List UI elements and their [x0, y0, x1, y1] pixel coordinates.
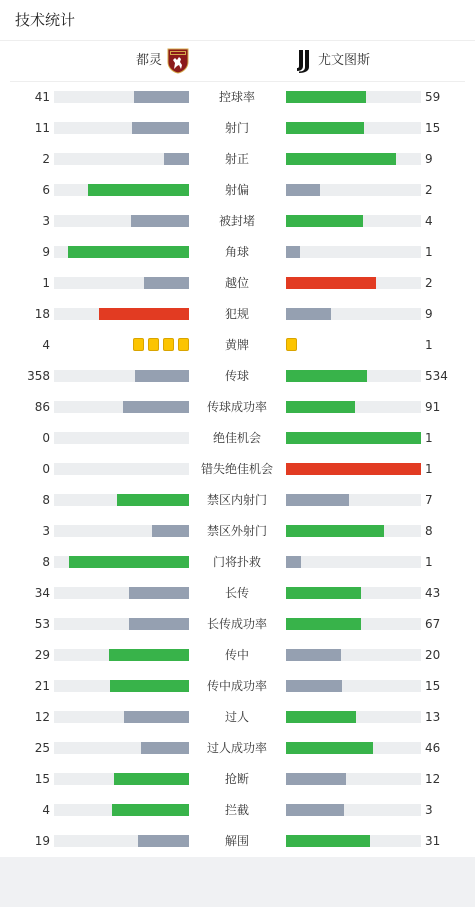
- away-bar-track: [286, 308, 421, 320]
- away-value: 1: [425, 462, 433, 476]
- stat-row: [0, 516, 475, 547]
- home-value: 25: [34, 741, 50, 755]
- home-bar: [135, 370, 189, 382]
- home-yellow-cards: [129, 338, 189, 352]
- away-value: 46: [425, 741, 441, 755]
- stat-row: [0, 175, 475, 206]
- stat-row: [0, 237, 475, 268]
- away-bar: [286, 742, 373, 754]
- away-bar-track: [286, 463, 421, 475]
- home-bar-track: [54, 587, 189, 599]
- stat-label: 抢断: [224, 772, 249, 786]
- stat-label: 门将扑救: [212, 555, 261, 569]
- home-value: 41: [34, 90, 50, 104]
- away-bar: [286, 246, 300, 258]
- stat-label: 越位: [224, 276, 249, 290]
- yellow-card-icon: [178, 338, 189, 351]
- away-bar: [286, 711, 356, 723]
- away-bar: [286, 308, 331, 320]
- away-bar: [286, 277, 376, 289]
- home-bar-track: [54, 401, 189, 413]
- away-bar: [286, 215, 363, 227]
- home-bar-track: [54, 463, 189, 475]
- stat-label: 射门: [224, 121, 249, 135]
- away-bar-track: [286, 525, 421, 537]
- stat-label: 长传成功率: [206, 617, 267, 631]
- away-bar-track: [286, 277, 421, 289]
- away-bar: [286, 91, 366, 103]
- away-bar: [286, 401, 355, 413]
- home-bar: [109, 649, 189, 661]
- away-bar-track: [286, 370, 421, 382]
- stat-row: [0, 733, 475, 764]
- home-bar: [129, 618, 189, 630]
- away-team-name: 尤文图斯: [318, 53, 371, 68]
- stat-label: 解围: [224, 834, 249, 848]
- away-bar-track: [286, 711, 421, 723]
- section-title: 技术统计: [15, 11, 76, 29]
- away-bar-track: [286, 773, 421, 785]
- away-bar: [286, 835, 370, 847]
- stat-row: [0, 547, 475, 578]
- stat-label: 传中成功率: [206, 679, 267, 693]
- home-bar-track: [54, 773, 189, 785]
- home-bar: [141, 742, 189, 754]
- stat-label: 传球: [224, 369, 249, 383]
- stat-label: 射正: [224, 152, 249, 166]
- away-bar-track: [286, 804, 421, 816]
- away-bar: [286, 432, 421, 444]
- stat-row: [0, 826, 475, 857]
- home-bar-track: [54, 835, 189, 847]
- home-bar: [88, 184, 189, 196]
- away-yellow-cards: [286, 338, 301, 352]
- away-bar-track: [286, 246, 421, 258]
- home-value: 4: [42, 803, 50, 817]
- home-value: 86: [34, 400, 50, 414]
- home-bar-track: [54, 122, 189, 134]
- home-bar-track: [54, 649, 189, 661]
- stat-label: 传球成功率: [206, 400, 267, 414]
- away-bar: [286, 804, 344, 816]
- home-value: 19: [34, 834, 50, 848]
- away-value: 15: [425, 679, 441, 693]
- stat-row: [0, 764, 475, 795]
- away-value: 1: [425, 431, 433, 445]
- home-bar-track: [54, 804, 189, 816]
- home-bar-track: [54, 91, 189, 103]
- home-bar-track: [54, 618, 189, 630]
- away-bar: [286, 680, 342, 692]
- home-bar: [131, 215, 189, 227]
- home-value: 6: [42, 183, 50, 197]
- yellow-card-icon: [286, 338, 297, 351]
- away-value: 1: [425, 338, 433, 352]
- stat-label: 禁区内射门: [206, 493, 267, 507]
- stat-row: [0, 392, 475, 423]
- home-value: 0: [42, 462, 50, 476]
- away-bar: [286, 618, 361, 630]
- away-bar-track: [286, 122, 421, 134]
- stat-label: 绝佳机会: [212, 431, 261, 445]
- stat-row: [0, 206, 475, 237]
- away-value: 31: [425, 834, 441, 848]
- away-bar: [286, 494, 349, 506]
- away-bar: [286, 556, 301, 568]
- away-value: 2: [425, 183, 433, 197]
- yellow-card-icon: [133, 338, 144, 351]
- away-value: 8: [425, 524, 433, 538]
- stat-label: 传中: [224, 648, 249, 662]
- away-value: 9: [425, 307, 433, 321]
- stat-label: 拦截: [224, 803, 249, 817]
- home-value: 4: [42, 338, 50, 352]
- stat-row: [0, 609, 475, 640]
- home-bar-track: [54, 525, 189, 537]
- home-bar-track: [54, 742, 189, 754]
- stat-row: [0, 454, 475, 485]
- home-bar-track: [54, 308, 189, 320]
- stat-row: [0, 330, 475, 361]
- away-value: 59: [425, 90, 441, 104]
- home-value: 18: [34, 307, 50, 321]
- home-bar: [138, 835, 189, 847]
- home-value: 11: [34, 121, 50, 135]
- away-bar: [286, 525, 384, 537]
- home-bar: [68, 246, 190, 258]
- team-header: [0, 41, 475, 81]
- stat-row: [0, 702, 475, 733]
- home-bar: [164, 153, 189, 165]
- home-value: 15: [34, 772, 50, 786]
- home-value: 2: [42, 152, 50, 166]
- away-value: 13: [425, 710, 441, 724]
- away-value: 12: [425, 772, 441, 786]
- home-value: 34: [34, 586, 50, 600]
- home-bar-track: [54, 370, 189, 382]
- away-bar-track: [286, 680, 421, 692]
- home-value: 3: [42, 524, 50, 538]
- home-value: 21: [34, 679, 50, 693]
- away-bar-track: [286, 91, 421, 103]
- away-value: 43: [425, 586, 441, 600]
- away-value: 4: [425, 214, 433, 228]
- away-value: 91: [425, 400, 441, 414]
- stat-label: 射偏: [224, 183, 249, 197]
- yellow-card-icon: [163, 338, 174, 351]
- home-bar: [69, 556, 189, 568]
- juventus-j-logo-icon: [293, 48, 315, 74]
- away-value: 9: [425, 152, 433, 166]
- away-bar: [286, 122, 364, 134]
- home-bar-track: [54, 153, 189, 165]
- away-value: 15: [425, 121, 441, 135]
- home-bar: [114, 773, 189, 785]
- home-bar-track: [54, 246, 189, 258]
- away-bar-track: [286, 494, 421, 506]
- away-bar: [286, 773, 346, 785]
- away-bar-track: [286, 153, 421, 165]
- away-bar-track: [286, 556, 421, 568]
- home-bar-track: [54, 711, 189, 723]
- home-value: 3: [42, 214, 50, 228]
- stat-row: [0, 485, 475, 516]
- home-value: 53: [34, 617, 50, 631]
- home-value: 1: [42, 276, 50, 290]
- away-value: 20: [425, 648, 441, 662]
- away-value: 534: [425, 369, 448, 383]
- stat-label: 错失绝佳机会: [200, 462, 273, 476]
- stat-row: [0, 299, 475, 330]
- home-bar: [112, 804, 189, 816]
- home-bar-track: [54, 556, 189, 568]
- stat-row: [0, 82, 475, 113]
- away-value: 1: [425, 245, 433, 259]
- stat-label: 被封堵: [218, 214, 255, 228]
- stat-row: [0, 578, 475, 609]
- away-bar-track: [286, 742, 421, 754]
- stat-label: 禁区外射门: [206, 524, 267, 538]
- stat-label: 角球: [224, 245, 249, 259]
- stat-row: [0, 640, 475, 671]
- torino-bull-crest-icon: [166, 48, 190, 74]
- home-bar-track: [54, 215, 189, 227]
- away-value: 1: [425, 555, 433, 569]
- stats-list: [0, 82, 475, 857]
- home-bar: [110, 680, 189, 692]
- stat-row: [0, 144, 475, 175]
- away-value: 2: [425, 276, 433, 290]
- away-bar: [286, 153, 396, 165]
- stat-label: 黄牌: [224, 338, 249, 352]
- away-bar-track: [286, 432, 421, 444]
- home-bar: [123, 401, 189, 413]
- home-bar: [117, 494, 189, 506]
- stat-label: 犯规: [224, 307, 249, 321]
- stat-row: [0, 361, 475, 392]
- away-bar-track: [286, 184, 421, 196]
- away-bar: [286, 184, 320, 196]
- home-value: 0: [42, 431, 50, 445]
- away-value: 7: [425, 493, 433, 507]
- home-bar: [124, 711, 189, 723]
- away-bar-track: [286, 649, 421, 661]
- stat-row: [0, 113, 475, 144]
- away-bar-track: [286, 618, 421, 630]
- stat-row: [0, 795, 475, 826]
- home-value: 358: [27, 369, 50, 383]
- yellow-card-icon: [148, 338, 159, 351]
- home-bar-track: [54, 680, 189, 692]
- away-bar-track: [286, 835, 421, 847]
- away-bar: [286, 649, 341, 661]
- home-value: 29: [34, 648, 50, 662]
- home-value: 8: [42, 493, 50, 507]
- home-value: 8: [42, 555, 50, 569]
- home-bar: [99, 308, 189, 320]
- home-bar-track: [54, 184, 189, 196]
- away-value: 3: [425, 803, 433, 817]
- away-bar-track: [286, 215, 421, 227]
- stat-label: 控球率: [218, 90, 255, 104]
- home-value: 9: [42, 245, 50, 259]
- stat-label: 过人: [224, 710, 249, 724]
- home-bar-track: [54, 277, 189, 289]
- away-bar-track: [286, 587, 421, 599]
- away-bar: [286, 587, 361, 599]
- stat-label: 长传: [224, 586, 249, 600]
- home-bar: [152, 525, 189, 537]
- home-bar: [134, 91, 189, 103]
- home-bar-track: [54, 432, 189, 444]
- stat-row: [0, 423, 475, 454]
- stat-row: [0, 671, 475, 702]
- home-value: 12: [34, 710, 50, 724]
- stat-label: 过人成功率: [206, 741, 267, 755]
- away-value: 67: [425, 617, 441, 631]
- away-bar: [286, 370, 367, 382]
- home-team-name: 都灵: [135, 53, 162, 68]
- home-bar: [129, 587, 189, 599]
- away-bar-track: [286, 401, 421, 413]
- home-bar: [144, 277, 189, 289]
- home-bar: [132, 122, 189, 134]
- home-bar-track: [54, 494, 189, 506]
- stat-row: [0, 268, 475, 299]
- away-bar: [286, 463, 421, 475]
